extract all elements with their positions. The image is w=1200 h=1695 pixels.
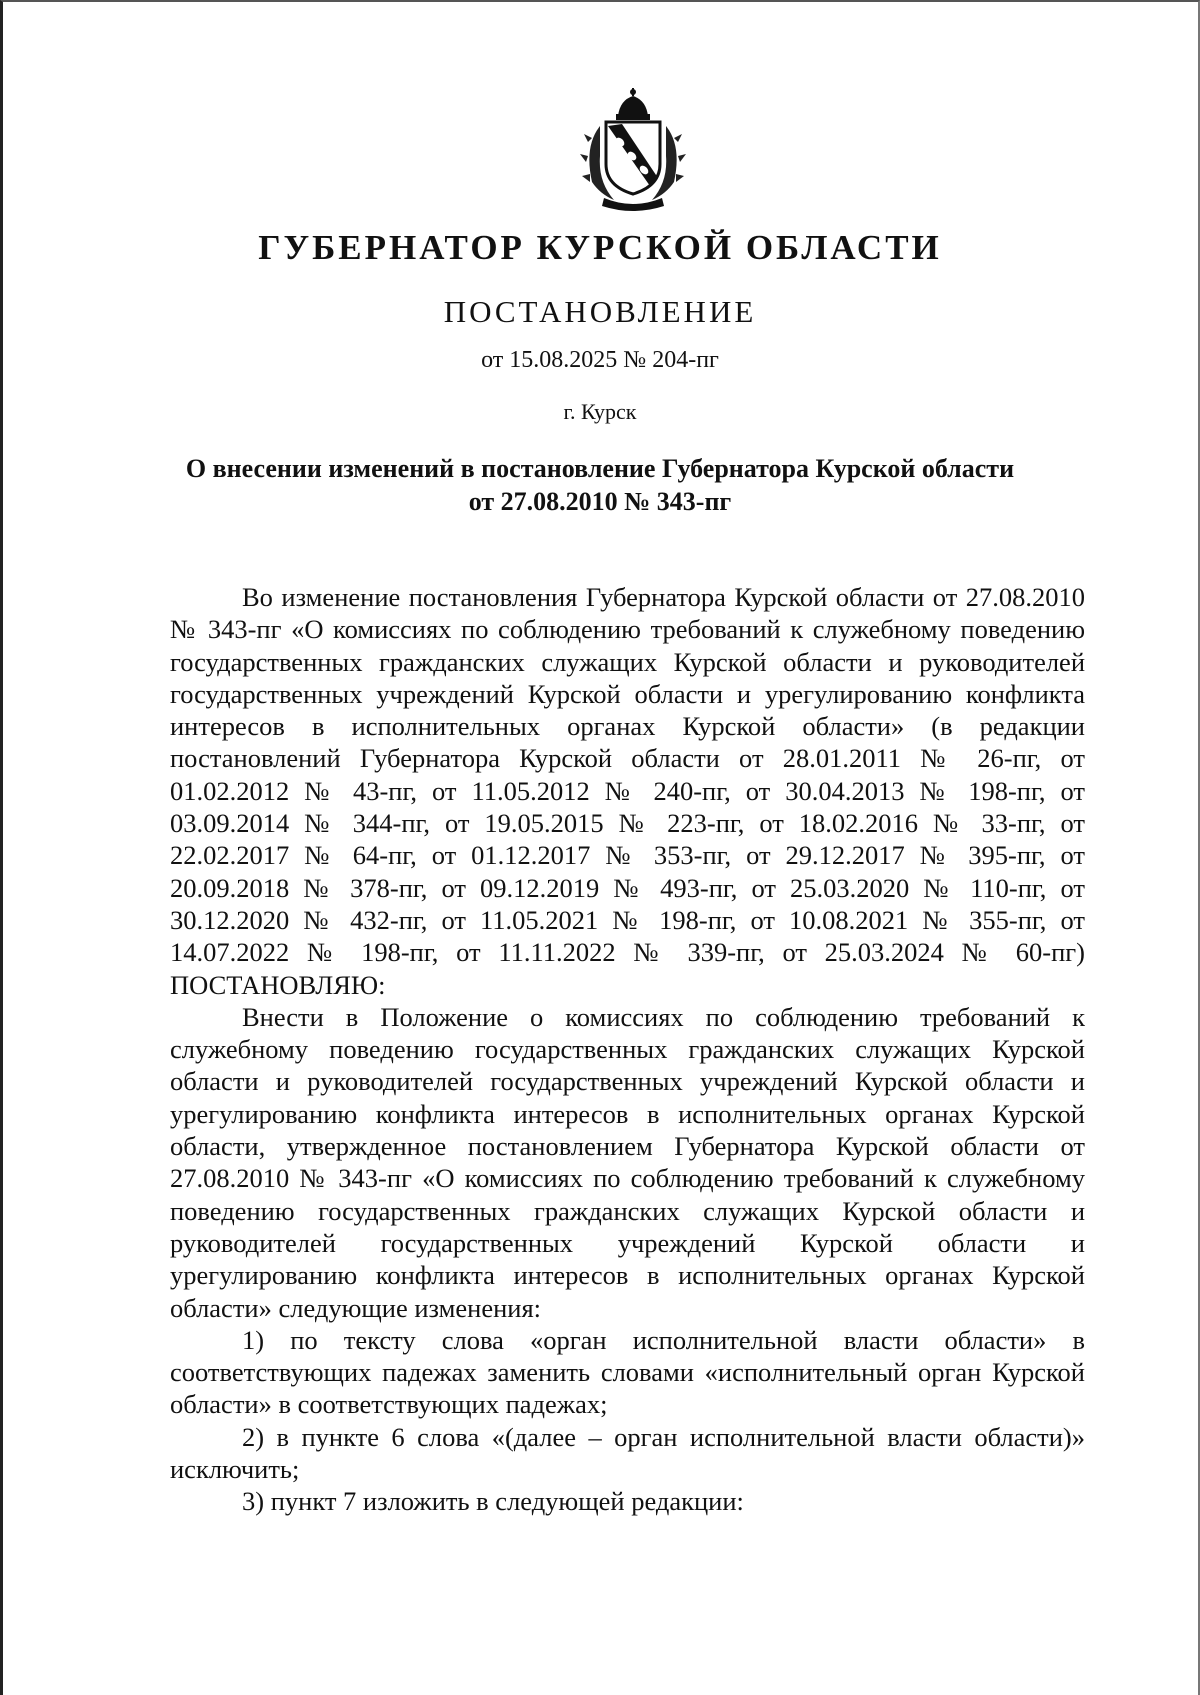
document-city: г. Курск [563,399,637,424]
body-paragraph: 2) в пункте 6 слова «(далее – орган исполнительной власти области)» исключить; [170,1421,1085,1485]
body-paragraph: 3) пункт 7 изложить в следующей редакции: [242,1486,744,1517]
authority-title: ГУБЕРНАТОР КУРСКОЙ ОБЛАСТИ [258,228,942,267]
body-paragraph: 1) по тексту слова «орган исполнительной власти области» в соответствующих падежах заменить словами «исполнительный орган Курской области» в соответствующих падежах; [170,1324,1085,1420]
body-paragraph: Во изменение постановления Губернатора Курской области от 27.08.2010 № 343-пг «О комиссиях по соблюдению требований к служебному поведению государственных гражданских служащих Курской области и руководителей государственных учреждений Курской области и урегулированию конфликта интересов в исполнительных органах Курской области» (в редакции постановлений Губернатора Курской области от 28.01.2011 № 26-пг, от 01.02.2012 № 43-пг, от 11.05.2012 № 240-пг, от 30.04.2013 № 198-пг, от 03.09.2014 № 344-пг, от 19.05.2015 № 223-пг, от 18.02.2016 № 33-пг, от 22.02.2017 № 64-пг, от 01.12.2017 № 353-пг, от 29.12.2017 № 395-пг, от 20.09.2018 № 378-пг, от 09.12.2019 № 493-пг, от 25.03.2020 № 110-пг, от 30.12.2020 № 432-пг, от 11.05.2021 № 198-пг, от 10.08.2021 № 355-пг, от 14.07.2022 № 198-пг, от 11.11.2022 № 339-пг, от 25.03.2024 № 60-пг) ПОСТАНОВЛЯЮ: [170,582,1085,1000]
document-body [170,581,1085,1518]
subject-line-2: от 27.08.2010 № 343-пг [468,487,732,516]
subject-line-1: О внесении изменений в постановление Губернатора Курской области [185,454,1015,483]
document-number: от 15.08.2025 № 204-пг [481,347,719,373]
coat-of-arms-icon [570,86,696,214]
body-paragraph: Внести в Положение о комиссиях по соблюдению требований к служебному поведению государственных гражданских служащих Курской области и руководителей государственных учреждений Курской области и урегулированию конфликта интересов в исполнительных органах Курской области, утвержденное постановлением Губернатора Курской области от 27.08.2010 № 343-пг «О комиссиях по соблюдению требований к служебному поведению государственных гражданских служащих Курской области и руководителей государственных учреждений Курской области и урегулированию конфликта интересов в исполнительных органах Курской области» следующие изменения: [170,1001,1085,1323]
document-type: ПОСТАНОВЛЕНИЕ [443,294,757,329]
document-subject [0,452,1200,518]
